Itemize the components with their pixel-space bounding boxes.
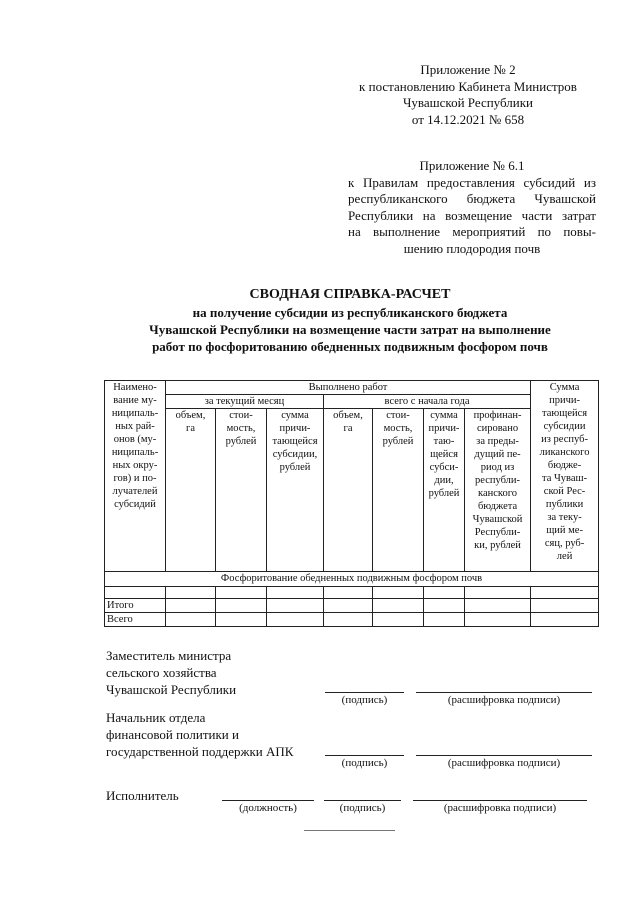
header-month-volume — [166, 409, 216, 572]
caption-position: (должность) — [239, 802, 297, 814]
table-cell — [424, 613, 465, 627]
appendix-2-line: от 14.12.2021 № 658 — [411, 111, 525, 127]
table-cell — [424, 587, 465, 599]
table-cell — [166, 599, 216, 613]
closing-separator — [304, 830, 395, 831]
grand-total-row-label: Всего — [105, 613, 166, 627]
header-year-financed — [465, 409, 531, 572]
header-subsidy-sum-text: Сумма причи- тающейся субсидии из респуб- ликанского бюдже- та Чуваш- ской Рес- публики за теку- щий ме- сяц, руб- лей — [539, 382, 590, 562]
signature-line — [324, 800, 401, 801]
position-line — [222, 800, 314, 801]
table-cell — [216, 613, 267, 627]
signatory-department-head — [106, 709, 293, 760]
executor-label: Исполнитель — [106, 788, 179, 803]
total-row-label: Итого — [105, 599, 166, 613]
table-cell — [465, 587, 531, 599]
signatory-line: Начальник отдела — [106, 710, 206, 725]
header-subsidy-sum — [531, 381, 599, 572]
appendix-2-line: Приложение № 2 — [420, 62, 516, 77]
table-cell — [166, 613, 216, 627]
document-heading — [60, 286, 640, 355]
calculation-table — [104, 380, 599, 627]
table-cell — [373, 587, 424, 599]
caption-signature: (подпись) — [339, 802, 386, 814]
signature-line — [325, 755, 404, 756]
document-subtitle-line: на получение субсидии из республиканского бюджета — [192, 305, 508, 320]
header-month-cost-text: стои- мость, рублей — [225, 410, 257, 447]
table-cell — [267, 587, 324, 599]
table-cell — [324, 599, 373, 613]
signatory-deputy-minister — [106, 647, 236, 698]
table-cell — [324, 587, 373, 599]
signatory-line: государственной поддержки АПК — [106, 744, 294, 759]
table-cell — [166, 587, 216, 599]
header-year-financed-text: профинан- сировано за преды- дущий пе- риод из республи- канского бюджета Чувашской Республи- ки, рублей — [472, 410, 523, 551]
appendix-2-header — [348, 62, 588, 128]
caption-signature: (подпись) — [341, 694, 388, 706]
caption-decoding: (расшифровка подписи) — [443, 802, 557, 814]
table-cell — [531, 587, 599, 599]
table-cell — [267, 599, 324, 613]
appendix-6-1-header — [348, 158, 596, 257]
appendix-6-1-line: Республики на возмещение части затрат — [348, 207, 596, 223]
header-month-volume-text: объем, га — [175, 410, 206, 434]
header-current-month: за текущий месяц — [166, 395, 324, 409]
header-recipient-name — [105, 381, 166, 572]
table-cell — [105, 587, 166, 599]
caption-signature: (подпись) — [341, 757, 388, 769]
header-year-cost-text: стои- мость, рублей — [382, 410, 414, 447]
document-subtitle-line: работ по фосфоритованию обедненных подвижным фосфором почв — [152, 339, 548, 354]
decoding-line — [413, 800, 587, 801]
header-recipient-name-text: Наимено- вание му- ниципаль- ных рай- онов (му- ниципаль- ных окру- гов) и по- лучателей субсидий — [111, 382, 159, 510]
table-cell — [465, 613, 531, 627]
table-cell — [373, 599, 424, 613]
header-year-volume — [324, 409, 373, 572]
signatory-executor — [106, 787, 179, 804]
document-title: СВОДНАЯ СПРАВКА-РАСЧЕТ — [249, 287, 451, 302]
section-row-phosphoritization: Фосфоритование обедненных подвижным фосфором почв — [105, 572, 599, 587]
appendix-2-line: к постановлению Кабинета Министров — [359, 78, 577, 94]
header-work-done: Выполнено работ — [166, 381, 531, 395]
appendix-6-1-line: шению плодородия почв — [403, 240, 541, 256]
header-year-subsidy — [424, 409, 465, 572]
signatory-line: Заместитель министра — [106, 648, 232, 663]
header-year-cost — [373, 409, 424, 572]
appendix-6-1-line: к Правилам предоставления субсидий из — [348, 174, 596, 190]
table-cell — [324, 613, 373, 627]
appendix-6-1-line: республиканского бюджета Чувашской — [348, 191, 596, 206]
caption-decoding: (расшифровка подписи) — [447, 757, 561, 769]
header-month-subsidy-text: сумма причи- тающейся субсидии, рублей — [272, 410, 318, 473]
appendix-6-1-line: на выполнение мероприятий по повы- — [348, 224, 596, 239]
document-subtitle-line: Чувашской Республики на возмещение части затрат на выполнение — [149, 322, 551, 337]
header-month-cost — [216, 409, 267, 572]
header-month-subsidy — [267, 409, 324, 572]
table-cell — [373, 613, 424, 627]
table-cell — [216, 599, 267, 613]
table-cell — [216, 587, 267, 599]
decoding-line — [416, 755, 592, 756]
header-since-year-start: всего с начала года — [324, 395, 531, 409]
appendix-2-line: Чувашской Республики — [402, 95, 534, 110]
decoding-line — [416, 692, 592, 693]
table-cell — [424, 599, 465, 613]
caption-decoding: (расшифровка подписи) — [447, 694, 561, 706]
header-year-volume-text: объем, га — [333, 410, 363, 434]
signatory-line: Чувашской Республики — [106, 682, 237, 697]
appendix-6-1-title: Приложение № 6.1 — [419, 158, 525, 173]
signatory-line: финансовой политики и — [106, 727, 239, 742]
signature-line — [325, 692, 404, 693]
table-cell — [465, 599, 531, 613]
signatory-line: сельского хозяйства — [106, 665, 217, 680]
header-year-subsidy-text: сумма причи- таю- щейся субси- дии, рублей — [428, 410, 460, 499]
table-cell — [531, 599, 599, 613]
table-cell — [267, 613, 324, 627]
table-cell — [531, 613, 599, 627]
